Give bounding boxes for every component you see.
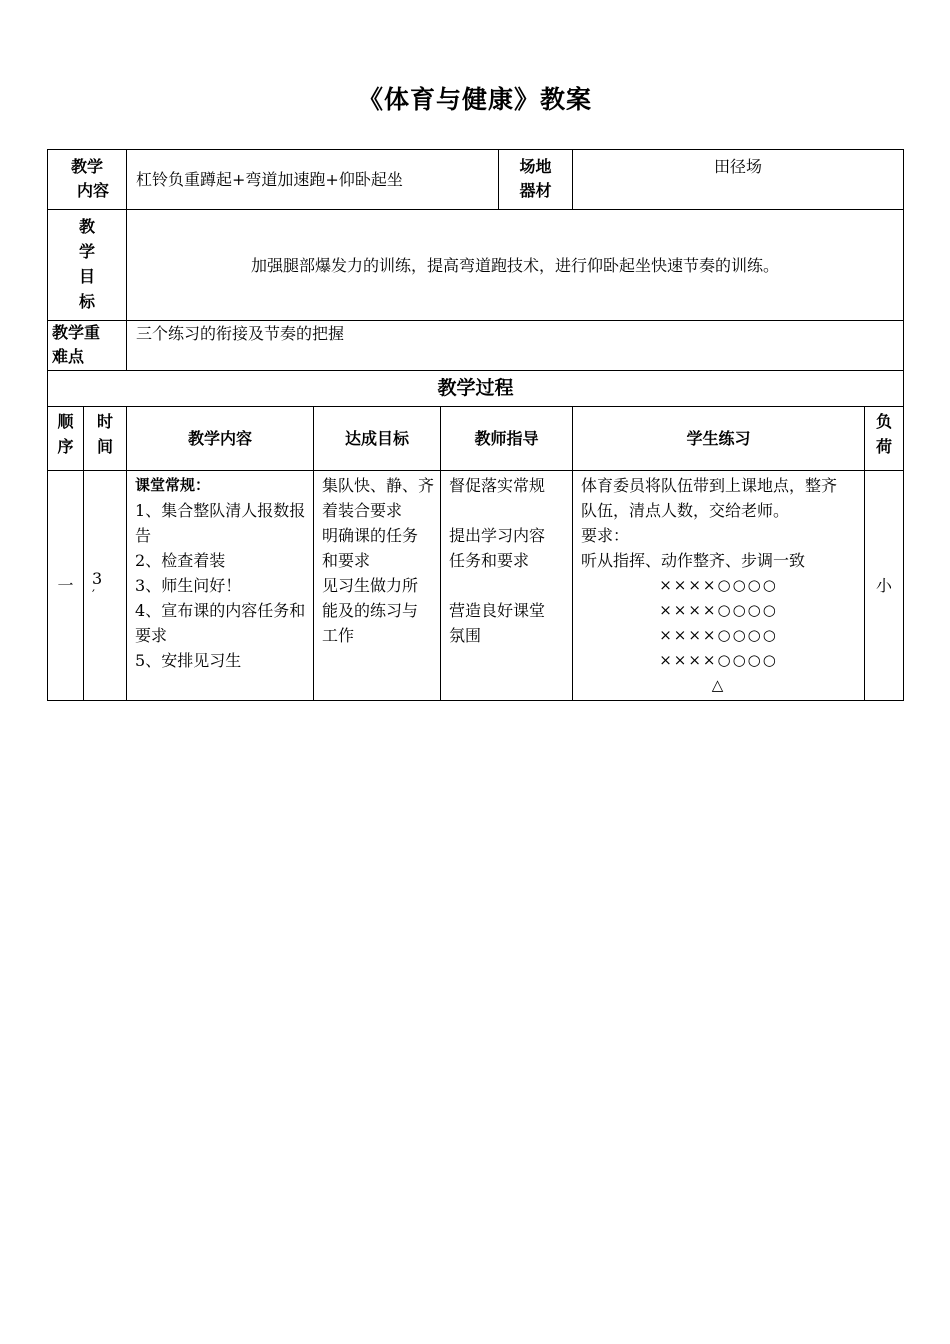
col-load-header	[865, 407, 904, 471]
col-order-char: 顺	[57, 412, 74, 431]
list-item: 3、师生问好！	[135, 576, 242, 595]
teacher-position-icon: △	[711, 676, 726, 694]
col-order-header	[48, 407, 84, 471]
formation-row: ××××○○○○	[659, 601, 778, 619]
student-line: 听从指挥、动作整齐、步调一致	[581, 551, 806, 570]
formation-row: ××××○○○○	[659, 576, 778, 594]
col-time-header	[84, 407, 127, 471]
col-content-header: 教学内容	[127, 407, 314, 471]
venue-label-line: 器材	[519, 181, 552, 200]
row-order: 一	[48, 471, 84, 701]
teacher-line: 任务和要求	[449, 551, 530, 570]
list-item: 5、安排见习生	[135, 651, 242, 670]
goal-line: 工作	[322, 626, 355, 645]
list-item: 2、检查着装	[135, 551, 226, 570]
col-order-char: 序	[57, 437, 74, 456]
goal-line: 明确课的任务	[322, 526, 419, 545]
col-student-header: 学生练习	[573, 407, 865, 471]
teacher-line: 督促落实常规	[449, 476, 546, 495]
teacher-line: 提出学习内容	[449, 526, 546, 545]
teacher-line	[449, 498, 564, 523]
col-load-char: 负	[876, 412, 893, 431]
col-time-char: 间	[97, 437, 114, 456]
goal-line: 集队快、静、齐	[322, 476, 435, 495]
list-item: 1、集合整队清人报数报	[135, 501, 306, 520]
keypoint-label-line: 教学重	[52, 323, 101, 342]
col-goal-header: 达成目标	[314, 407, 441, 471]
teacher-line	[449, 573, 564, 598]
row-load: 小	[865, 471, 904, 701]
row-content-title: 课堂常规：	[135, 476, 211, 494]
objective-label-cell	[48, 210, 127, 321]
list-item: 告	[135, 526, 152, 545]
col-load-char: 荷	[876, 437, 893, 456]
objective-label-char: 教	[79, 217, 96, 236]
student-line: 要求：	[581, 526, 630, 545]
objective-label-char: 学	[79, 242, 96, 261]
goal-line: 着装合要求	[322, 501, 403, 520]
row-time-value: 3	[92, 568, 103, 588]
keypoint-label-cell	[48, 321, 127, 371]
content-label-line: 教学	[71, 157, 104, 176]
table-row	[48, 471, 904, 701]
list-item: 要求	[135, 626, 168, 645]
teacher-line: 氛围	[449, 626, 482, 645]
col-teacher-header: 教师指导	[441, 407, 573, 471]
lesson-plan-table	[47, 149, 904, 701]
row-content	[127, 471, 314, 701]
row-goal	[314, 471, 441, 701]
goal-line: 能及的练习与	[322, 601, 419, 620]
content-label-cell	[48, 150, 127, 210]
objective-label-char: 标	[79, 292, 96, 311]
teacher-line: 营造良好课堂	[449, 601, 546, 620]
row-student	[573, 471, 865, 701]
venue-value: 田径场	[573, 150, 904, 210]
page-title: 《体育与健康》教案	[357, 85, 592, 114]
formation-row: ××××○○○○	[659, 626, 778, 644]
row-time	[84, 471, 127, 701]
objective-value: 加强腿部爆发力的训练，提高弯道跑技术，进行仰卧起坐快速节奏的训练。	[127, 210, 904, 321]
col-time-char: 时	[97, 412, 114, 431]
goal-line: 见习生做力所	[322, 576, 419, 595]
row-time-unit: ′	[92, 587, 95, 603]
formation-row: ××××○○○○	[659, 651, 778, 669]
process-heading: 教学过程	[48, 371, 904, 407]
keypoint-label-line: 难点	[52, 347, 85, 366]
venue-label-line: 场地	[519, 157, 552, 176]
student-line: 队伍，清点人数，交给老师。	[581, 501, 790, 520]
row-teacher	[441, 471, 573, 701]
goal-line: 和要求	[322, 551, 371, 570]
venue-label-cell	[499, 150, 573, 210]
content-label-line: 内容	[77, 181, 110, 200]
content-value: 杠铃负重蹲起+弯道加速跑+仰卧起坐	[127, 150, 499, 210]
objective-label-char: 目	[79, 267, 96, 286]
list-item: 4、宣布课的内容任务和	[135, 601, 306, 620]
keypoint-value: 三个练习的衔接及节奏的把握	[127, 321, 904, 371]
student-line: 体育委员将队伍带到上课地点，整齐	[581, 476, 838, 495]
